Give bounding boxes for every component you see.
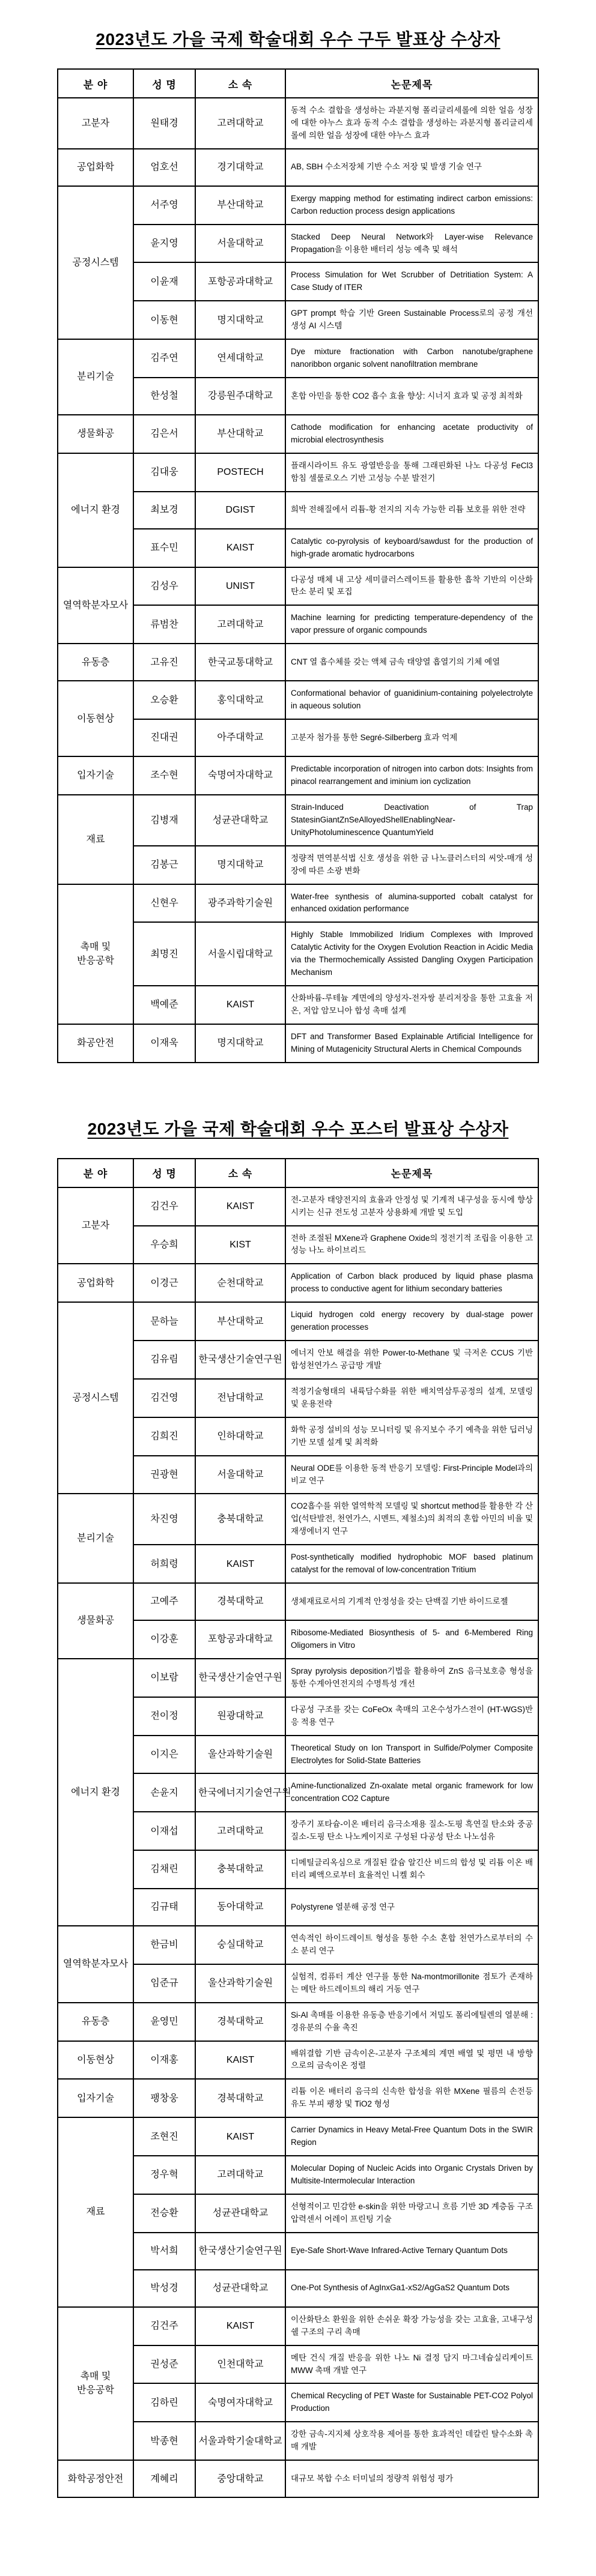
affiliation-cell: 숙명여자대학교 (195, 756, 285, 795)
affiliation-cell: 울산과학기술원 (195, 1964, 285, 2003)
affiliation-cell: KAIST (195, 529, 285, 567)
header-field: 분 야 (58, 1159, 133, 1187)
name-cell: 한성철 (133, 378, 195, 415)
header-paper-title: 논문제목 (285, 69, 538, 98)
affiliation-cell: 전남대학교 (195, 1379, 285, 1417)
name-cell: 권광현 (133, 1456, 195, 1494)
name-cell: 김건우 (133, 1187, 195, 1226)
name-cell: 정우혁 (133, 2156, 195, 2194)
name-cell: 손윤지 (133, 1773, 195, 1812)
affiliation-cell: 경북대학교 (195, 2003, 285, 2041)
name-cell: 고유진 (133, 644, 195, 681)
paper-title-cell: Dye mixture fractionation with Carbon nanotube/graphene nanoribbon organic solvent nanofiltration membrane (285, 339, 538, 378)
paper-title-cell: Catalytic co-pyrolysis of keyboard/sawdust for the production of high-grade aromatic hydrocarbons (285, 529, 538, 567)
paper-title-cell: Ribosome-Mediated Biosynthesis of 5- and 6-Membered Ring Oligomers in Vitro (285, 1620, 538, 1659)
name-cell: 진대권 (133, 719, 195, 756)
affiliation-cell: 인하대학교 (195, 1417, 285, 1456)
paper-title-cell: Molecular Doping of Nucleic Acids into Organic Crystals Driven by Multisite-Intermolecular Interaction (285, 2156, 538, 2194)
name-cell: 김성우 (133, 567, 195, 606)
field-cell: 에너지 환경 (58, 1659, 133, 1926)
affiliation-cell: KAIST (195, 2117, 285, 2156)
affiliation-cell: POSTECH (195, 453, 285, 492)
paper-title-cell: 배위결합 기반 금속이온-고분자 구조체의 계면 배열 및 평면 내 방향으로의 금속이온 정렬 (285, 2041, 538, 2080)
paper-title-cell: Amine-functionalized Zn-oxalate metal organic framework for low concentration CO2 Capture (285, 1773, 538, 1812)
table-row (58, 2041, 538, 2080)
paper-title-cell: 산화바륨-루테늄 계면에의 양성자-전자쌍 분리저장을 통한 고효율 저온, 저압 암모니아 합성 촉매 설계 (285, 986, 538, 1024)
paper-title-cell: 디메틸글리옥심으로 개질된 칼슘 알긴산 비드의 합성 및 리튬 이온 배터리 폐액으로부터 효율적인 니켈 회수 (285, 1850, 538, 1889)
table-row (58, 681, 538, 719)
table-row (58, 1187, 538, 1226)
paper-title-cell: CO2흡수를 위한 열역학적 모델링 및 shortcut method를 활용한 각 산업(석탄발전, 천연가스, 시멘트, 제철소)의 최적의 혼합 아민의 비율 및 재생에너지 연구 (285, 1494, 538, 1545)
name-cell: 팽창웅 (133, 2079, 195, 2117)
field-cell: 고분자 (58, 1187, 133, 1264)
affiliation-cell: 서울과학기술대학교 (195, 2422, 285, 2460)
paper-title-cell: 다공성 매체 내 고상 세미클러스레이트를 활용한 흡착 기반의 이산화탄소 분리 및 포집 (285, 567, 538, 606)
paper-title-cell: 적정기술형태의 내륙담수화를 위한 배치역삼투공정의 설계, 모델링 및 운용전략 (285, 1379, 538, 1417)
name-cell: 엄호선 (133, 149, 195, 186)
affiliation-cell: 충북대학교 (195, 1494, 285, 1545)
name-cell: 오승환 (133, 681, 195, 719)
paper-title-cell: Polystyrene 열분해 공정 연구 (285, 1889, 538, 1926)
name-cell: 김유림 (133, 1341, 195, 1379)
paper-title-cell: Highly Stable Immobilized Iridium Complexes with Improved Catalytic Activity for the Oxygen Evolution Reaction in Acidic Media via the Thermochemically Assisted Dangling Oxygen Participation Mechanism (285, 922, 538, 986)
affiliation-cell: 한국에너지기술연구원 (195, 1773, 285, 1812)
table-row (58, 149, 538, 186)
name-cell: 김규태 (133, 1889, 195, 1926)
name-cell: 고예주 (133, 1583, 195, 1620)
field-cell: 화학공정안전 (58, 2460, 133, 2497)
field-cell: 입자기술 (58, 2079, 133, 2117)
name-cell: 박서희 (133, 2233, 195, 2270)
affiliation-cell: 서울대학교 (195, 1456, 285, 1494)
affiliation-cell: 순천대학교 (195, 1264, 285, 1302)
table-row (58, 2117, 538, 2156)
table-row (58, 453, 538, 492)
affiliation-cell: 고려대학교 (195, 98, 285, 149)
name-cell: 김하린 (133, 2383, 195, 2422)
affiliation-cell: 명지대학교 (195, 301, 285, 339)
paper-title-cell: Stacked Deep Neural Network와 Layer-wise Relevance Propagation을 이용한 배터리 성능 예측 및 해석 (285, 225, 538, 263)
name-cell: 이보람 (133, 1659, 195, 1697)
paper-title-cell: Machine learning for predicting temperature-dependency of the vapor pressure of organic compounds (285, 605, 538, 644)
name-cell: 김건주 (133, 2307, 195, 2345)
header-field: 분 야 (58, 69, 133, 98)
name-cell: 김채린 (133, 1850, 195, 1889)
name-cell: 최보경 (133, 492, 195, 529)
affiliation-cell: KAIST (195, 986, 285, 1024)
table-row (58, 1302, 538, 1341)
paper-title-cell: Eye-Safe Short-Wave Infrared-Active Ternary Quantum Dots (285, 2233, 538, 2270)
affiliation-cell: 성균관대학교 (195, 2270, 285, 2307)
paper-title-cell: 강한 금속-지지체 상호작용 제어를 통한 효과적인 데칼린 탈수소화 촉매 개발 (285, 2422, 538, 2460)
table-row (58, 884, 538, 923)
field-cell: 분리기술 (58, 339, 133, 415)
name-cell: 허희령 (133, 1545, 195, 1583)
name-cell: 조수현 (133, 756, 195, 795)
paper-title-cell: AB, SBH 수소저장체 기반 수소 저장 및 발생 기술 연구 (285, 149, 538, 186)
oral-award-table-header (58, 69, 538, 98)
paper-title-cell: 생체재료로서의 기계적 안정성을 갖는 단백질 기반 하이드로젤 (285, 1583, 538, 1620)
paper-title-cell: Cathode modification for enhancing acetate productivity of microbial electrosynthesis (285, 415, 538, 453)
paper-title-cell: Liquid hydrogen cold energy recovery by dual-stage power generation processes (285, 1302, 538, 1341)
field-cell: 고분자 (58, 98, 133, 149)
field-cell: 이동현상 (58, 681, 133, 756)
table-row (58, 1024, 538, 1063)
affiliation-cell: 충북대학교 (195, 1850, 285, 1889)
paper-title-cell: 전하 조절된 MXene과 Graphene Oxide의 정전기적 조립을 이용한 고성능 나노 하이브리드 (285, 1226, 538, 1264)
name-cell: 임준규 (133, 1964, 195, 2003)
paper-title-cell: 다공성 구조를 갖는 CoFeOx 촉매의 고온수성가스전이 (HT-WGS)반응 적용 연구 (285, 1697, 538, 1736)
name-cell: 김희진 (133, 1417, 195, 1456)
affiliation-cell: KAIST (195, 1545, 285, 1583)
name-cell: 박성경 (133, 2270, 195, 2307)
paper-title-cell: 이산화탄소 환원을 위한 손쉬운 확장 가능성을 갖는 고효율, 고내구성 쉘 구조의 구리 촉매 (285, 2307, 538, 2345)
name-cell: 이강훈 (133, 1620, 195, 1659)
paper-title-cell: Application of Carbon black produced by liquid phase plasma process to conductive agent for lithium secondary batteries (285, 1264, 538, 1302)
table-row (58, 1926, 538, 1964)
affiliation-cell: 강릉원주대학교 (195, 378, 285, 415)
name-cell: 이지은 (133, 1736, 195, 1774)
name-cell: 김건영 (133, 1379, 195, 1417)
affiliation-cell: 숭실대학교 (195, 1926, 285, 1964)
name-cell: 계혜리 (133, 2460, 195, 2497)
paper-title-cell: DFT and Transformer Based Explainable Artificial Intelligence for Mining of Mutagenicity Structural Alerts in Chemical Compounds (285, 1024, 538, 1063)
table-row (58, 339, 538, 378)
paper-title-cell: 장주기 포타슘-이온 배터리 음극소재용 질소-도핑 흑연질 탄소와 중공 질소-도핑 탄소 나노케이지로 구성된 다공성 탄소 나노섬유 (285, 1812, 538, 1850)
paper-title-cell: 플래시라이트 유도 광열반응을 통해 그래핀화된 나노 다공성 FeCl3 함침 셀룰로오스 기반 고성능 수분 발전기 (285, 453, 538, 492)
affiliation-cell: 명지대학교 (195, 846, 285, 884)
affiliation-cell: 성균관대학교 (195, 2194, 285, 2233)
field-cell: 공정시스템 (58, 186, 133, 339)
name-cell: 최명진 (133, 922, 195, 986)
oral-award-table-body (58, 98, 538, 1063)
affiliation-cell: 한국교통대학교 (195, 644, 285, 681)
affiliation-cell: 원광대학교 (195, 1697, 285, 1736)
affiliation-cell: 경북대학교 (195, 2079, 285, 2117)
field-cell: 분리기술 (58, 1494, 133, 1583)
affiliation-cell: 부산대학교 (195, 186, 285, 225)
name-cell: 박종현 (133, 2422, 195, 2460)
table-row (58, 1264, 538, 1302)
name-cell: 이재홍 (133, 2041, 195, 2080)
header-name: 성 명 (133, 1159, 195, 1187)
paper-title-cell: 연속적인 하이드레이트 형성을 통한 수소 혼합 천연가스로부터의 수소 분리 연구 (285, 1926, 538, 1964)
name-cell: 한금비 (133, 1926, 195, 1964)
paper-title-cell: 동적 수소 결합을 생성하는 과분지형 폴리글리세롤에 의한 얼음 성장에 대한 야누스 효과 동적 수소 결합을 생성하는 과분지형 폴리글리세롤에 의한 얼음 성장에 대한 야누스 효과 (285, 98, 538, 149)
name-cell: 우승희 (133, 1226, 195, 1264)
affiliation-cell: 한국생산기술연구원 (195, 1659, 285, 1697)
affiliation-cell: DGIST (195, 492, 285, 529)
name-cell: 김주연 (133, 339, 195, 378)
field-cell: 재료 (58, 795, 133, 884)
name-cell: 김은서 (133, 415, 195, 453)
affiliation-cell: 고려대학교 (195, 1812, 285, 1850)
name-cell: 이경근 (133, 1264, 195, 1302)
name-cell: 이동현 (133, 301, 195, 339)
table-row (58, 644, 538, 681)
paper-title-cell: Theoretical Study on Ion Transport in Sulfide/Polymer Composite Electrolytes for Solid-State Batteries (285, 1736, 538, 1774)
affiliation-cell: 부산대학교 (195, 415, 285, 453)
table-row (58, 1583, 538, 1620)
affiliation-cell: 중앙대학교 (195, 2460, 285, 2497)
paper-title-cell: Chemical Recycling of PET Waste for Sustainable PET-CO2 Polyol Production (285, 2383, 538, 2422)
poster-award-table (57, 1158, 539, 2498)
name-cell: 표수민 (133, 529, 195, 567)
name-cell: 원태경 (133, 98, 195, 149)
poster-award-title: 2023년도 가을 국제 학술대회 우수 포스터 발표상 수상자 (87, 1119, 509, 1138)
affiliation-cell: 한국생산기술연구원 (195, 1341, 285, 1379)
affiliation-cell: 포항공과대학교 (195, 262, 285, 301)
paper-title-cell: Strain-Induced Deactivation of Trap StatesinGiantZnSeAlloyedShellEnablingNear-UnityPhotoluminescence QuantumYield (285, 795, 538, 846)
affiliation-cell: 인천대학교 (195, 2345, 285, 2384)
affiliation-cell: 연세대학교 (195, 339, 285, 378)
name-cell: 윤영민 (133, 2003, 195, 2041)
table-row (58, 2003, 538, 2041)
table-row (58, 795, 538, 846)
name-cell: 전이정 (133, 1697, 195, 1736)
paper-title-cell: 화학 공정 설비의 성능 모니터링 및 유지보수 주기 예측을 위한 딥러닝 기반 모델 설계 및 최적화 (285, 1417, 538, 1456)
paper-title-cell: 대규모 복합 수소 터미널의 정량적 위험성 평가 (285, 2460, 538, 2497)
header-paper-title: 논문제목 (285, 1159, 538, 1187)
affiliation-cell: 포항공과대학교 (195, 1620, 285, 1659)
name-cell: 권성준 (133, 2345, 195, 2384)
affiliation-cell: 부산대학교 (195, 1302, 285, 1341)
header-affiliation: 소 속 (195, 69, 285, 98)
affiliation-cell: 한국생산기술연구원 (195, 2233, 285, 2270)
paper-title-cell: Si-Al 촉매를 이용한 유동층 반응기에서 저밀도 폴리에틸렌의 열분해 : 경유분의 수율 촉진 (285, 2003, 538, 2041)
paper-title-cell: 선형적이고 민감한 e-skin을 위한 마랑고니 흐름 기반 3D 계층돔 구조 압력센서 어레이 프린팅 기술 (285, 2194, 538, 2233)
field-cell: 입자기술 (58, 756, 133, 795)
table-row (58, 186, 538, 225)
paper-title-cell: One-Pot Synthesis of AgInxGa1-xS2/AgGaS2 Quantum Dots (285, 2270, 538, 2307)
paper-title-cell: Process Simulation for Wet Scrubber of Detritiation System: A Case Study of ITER (285, 262, 538, 301)
table-row (58, 756, 538, 795)
header-name: 성 명 (133, 69, 195, 98)
table-row (58, 1494, 538, 1545)
name-cell: 윤지영 (133, 225, 195, 263)
name-cell: 백예준 (133, 986, 195, 1024)
name-cell: 차진영 (133, 1494, 195, 1545)
name-cell: 문하늘 (133, 1302, 195, 1341)
paper-title-cell: Neural ODE를 이용한 동적 반응기 모델링: First-Principle Model과의 비교 연구 (285, 1456, 538, 1494)
paper-title-cell: 고분자 첨가를 통한 Segré-Silberberg 효과 억제 (285, 719, 538, 756)
name-cell: 김대웅 (133, 453, 195, 492)
paper-title-cell: 혼합 아민을 통한 CO2 흡수 효율 향상: 시너지 효과 및 공정 최적화 (285, 378, 538, 415)
paper-title-cell: Water-free synthesis of alumina-supported cobalt catalyst for enhanced oxidation performance (285, 884, 538, 923)
affiliation-cell: 서울시립대학교 (195, 922, 285, 986)
header-affiliation: 소 속 (195, 1159, 285, 1187)
affiliation-cell: 고려대학교 (195, 605, 285, 644)
field-cell: 공업화학 (58, 1264, 133, 1302)
poster-award-table-header (58, 1159, 538, 1187)
paper-title-cell: 희박 전해질에서 리튬-황 전지의 지속 가능한 리튬 보호를 위한 전략 (285, 492, 538, 529)
paper-title-cell: 에너지 안보 해결을 위한 Power-to-Methane 및 극저온 CCUS 기반 합성천연가스 공급망 개발 (285, 1341, 538, 1379)
paper-title-cell: Predictable incorporation of nitrogen into carbon dots: Insights from pinacol rearrangement and iminium ion cyclization (285, 756, 538, 795)
affiliation-cell: 홍익대학교 (195, 681, 285, 719)
field-cell: 공업화학 (58, 149, 133, 186)
field-cell: 열역학분자모사 (58, 567, 133, 644)
table-row (58, 98, 538, 149)
name-cell: 전승환 (133, 2194, 195, 2233)
field-cell: 유동층 (58, 644, 133, 681)
field-cell: 공정시스템 (58, 1302, 133, 1494)
name-cell: 신현우 (133, 884, 195, 923)
affiliation-cell: KAIST (195, 1187, 285, 1226)
paper-title-cell: Exergy mapping method for estimating indirect carbon emissions: Carbon reduction process design applications (285, 186, 538, 225)
affiliation-cell: 명지대학교 (195, 1024, 285, 1063)
paper-title-cell: 실험적, 컴퓨터 계산 연구를 통한 Na-montmorillonite 점토가 존재하는 메탄 하드레이트의 해리 거동 연구 (285, 1964, 538, 2003)
affiliation-cell: KAIST (195, 2041, 285, 2080)
name-cell: 김병재 (133, 795, 195, 846)
table-row (58, 2460, 538, 2497)
oral-award-table (57, 68, 539, 1063)
affiliation-cell: 고려대학교 (195, 2156, 285, 2194)
paper-title-cell: Carrier Dynamics in Heavy Metal-Free Quantum Dots in the SWIR Region (285, 2117, 538, 2156)
header-row (58, 1159, 538, 1187)
affiliation-cell: 광주과학기술원 (195, 884, 285, 923)
paper-title-cell: Conformational behavior of guanidinium-containing polyelectrolyte in aqueous solution (285, 681, 538, 719)
affiliation-cell: 성균관대학교 (195, 795, 285, 846)
affiliation-cell: 아주대학교 (195, 719, 285, 756)
header-row (58, 69, 538, 98)
affiliation-cell: 서울대학교 (195, 225, 285, 263)
field-cell: 생물화공 (58, 1583, 133, 1659)
field-cell: 생물화공 (58, 415, 133, 453)
name-cell: 김봉근 (133, 846, 195, 884)
poster-award-table-body (58, 1187, 538, 2497)
name-cell: 류범찬 (133, 605, 195, 644)
paper-title-cell: Spray pyrolysis deposition기법을 활용하여 ZnS 음극보호층 형성을 통한 수계아연전지의 수명특성 개선 (285, 1659, 538, 1697)
affiliation-cell: 울산과학기술원 (195, 1736, 285, 1774)
name-cell: 이재욱 (133, 1024, 195, 1063)
field-cell: 열역학분자모사 (58, 1926, 133, 2003)
field-cell: 촉매 및 반응공학 (58, 2307, 133, 2460)
table-row (58, 2307, 538, 2345)
field-cell: 화공안전 (58, 1024, 133, 1063)
paper-title-cell: 리튬 이온 배터리 음극의 신속한 합성을 위한 MXene 필름의 손전등 유도 부피 팽창 및 TiO2 형성 (285, 2079, 538, 2117)
affiliation-cell: 숙명여자대학교 (195, 2383, 285, 2422)
oral-award-title: 2023년도 가을 국제 학술대회 우수 구두 발표상 수상자 (96, 30, 500, 49)
affiliation-cell: UNIST (195, 567, 285, 606)
affiliation-cell: 경북대학교 (195, 1583, 285, 1620)
paper-title-cell: 메탄 건식 개질 반응을 위한 나노 Ni 결정 담지 마그네슘실리케이트 MWW 촉매 개발 연구 (285, 2345, 538, 2384)
paper-title-cell: GPT prompt 학습 기반 Green Sustainable Process로의 공정 개선 생성 AI 시스템 (285, 301, 538, 339)
affiliation-cell: KIST (195, 1226, 285, 1264)
field-cell: 이동현상 (58, 2041, 133, 2080)
name-cell: 이윤재 (133, 262, 195, 301)
table-row (58, 415, 538, 453)
table-row (58, 567, 538, 606)
paper-title-cell: 전-고분자 태양전지의 효율과 안정성 및 기계적 내구성을 동시에 향상시키는 신규 전도성 고분자 상용화제 개발 및 도입 (285, 1187, 538, 1226)
affiliation-cell: 경기대학교 (195, 149, 285, 186)
table-row (58, 2079, 538, 2117)
field-cell: 재료 (58, 2117, 133, 2307)
name-cell: 서주영 (133, 186, 195, 225)
field-cell: 에너지 환경 (58, 453, 133, 567)
name-cell: 조현진 (133, 2117, 195, 2156)
paper-title-cell: 정량적 면역분석법 신호 생성을 위한 금 나노클러스터의 씨앗-매개 성장에 따른 소광 변화 (285, 846, 538, 884)
affiliation-cell: KAIST (195, 2307, 285, 2345)
paper-title-cell: Post-synthetically modified hydrophobic MOF based platinum catalyst for the removal of low-concentration Tritium (285, 1545, 538, 1583)
paper-title-cell: CNT 열 흡수체를 갖는 액체 금속 태양열 흡열기의 기체 예열 (285, 644, 538, 681)
field-cell: 유동층 (58, 2003, 133, 2041)
name-cell: 이재섭 (133, 1812, 195, 1850)
field-cell: 촉매 및 반응공학 (58, 884, 133, 1024)
affiliation-cell: 동아대학교 (195, 1889, 285, 1926)
table-row (58, 1659, 538, 1697)
